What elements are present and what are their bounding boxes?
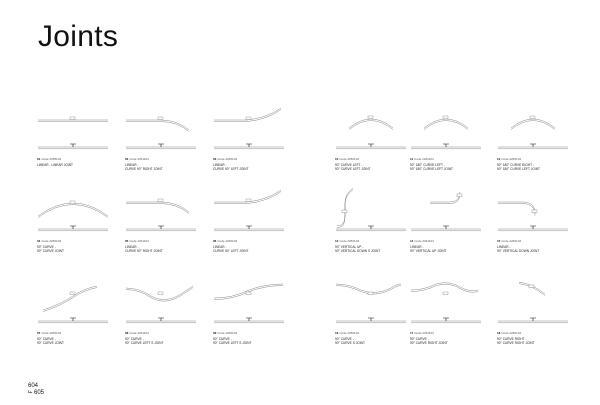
joint-diagram xyxy=(410,282,482,327)
connector-mark xyxy=(368,144,374,147)
caption-line: LINEAR - xyxy=(213,163,227,167)
connector-mark xyxy=(530,226,536,229)
page-number-left: 604 xyxy=(28,383,39,389)
joint-code-text: Code 2266104 xyxy=(501,239,522,243)
joint-caption xyxy=(335,245,380,253)
caption-line: 90° CURVE LEFT S JOINT xyxy=(125,341,164,346)
caption-line: 90° CURVE RIGHT JOINT xyxy=(497,341,535,346)
joint-code xyxy=(410,332,434,335)
joint-diagram xyxy=(213,108,285,153)
connector-mark xyxy=(530,144,536,147)
joint-item xyxy=(125,108,197,174)
caption-line: LINEAR - LINEAR JOINT xyxy=(37,163,73,167)
caption-line: 90° 180° CURVE LEFT JOINT xyxy=(410,167,453,172)
caption-line: CURVE 90° RIGHT JOINT xyxy=(125,167,163,172)
joint-marker xyxy=(529,285,534,288)
caption-line: LINEAR - xyxy=(125,163,139,167)
joint-number: 08 xyxy=(125,331,129,335)
joint-code-text: Code 2261104 xyxy=(129,331,149,335)
joint-code-text: Code 2258104 xyxy=(41,157,62,161)
connector-mark xyxy=(70,226,76,229)
joint-code xyxy=(125,158,149,161)
joint-item xyxy=(37,282,109,348)
joint-code xyxy=(213,158,237,161)
joint-caption xyxy=(37,245,64,253)
caption-line: 90° CURVE - xyxy=(410,337,429,341)
joint-code xyxy=(335,158,359,161)
joint-number: 03 xyxy=(213,157,217,161)
caption-line: 90° CURVE S JOINT xyxy=(335,341,365,346)
joint-caption xyxy=(213,163,249,171)
joint-marker xyxy=(342,210,347,213)
connector-mark xyxy=(368,226,374,229)
joint-item xyxy=(497,190,569,256)
joint-number: 07 xyxy=(37,331,41,335)
joint-marker xyxy=(70,117,75,120)
caption-line: LINEAR - xyxy=(497,245,511,249)
joint-diagram xyxy=(125,282,197,327)
connector-mark xyxy=(158,144,164,147)
joint-marker xyxy=(443,116,448,119)
joint-code xyxy=(497,332,521,335)
joint-number: 12 xyxy=(497,157,501,161)
joint-diagram xyxy=(497,190,569,235)
joint-code xyxy=(37,158,61,161)
joint-number: 10 xyxy=(335,157,339,161)
joint-code-text: Code 2261104 xyxy=(414,239,434,243)
joint-caption xyxy=(335,337,365,345)
joint-code-text: Code 2256104 xyxy=(339,331,360,335)
track-line xyxy=(38,205,108,218)
joint-item xyxy=(335,190,407,256)
joint-marker xyxy=(246,292,251,295)
joint-item xyxy=(37,190,109,256)
joint-number: 01 xyxy=(37,157,41,161)
joint-caption xyxy=(410,337,448,345)
track-line xyxy=(336,284,401,293)
caption-line: 90° CURVE JOINT xyxy=(37,249,64,254)
caption-line: 90° VERTICAL UP JOINT xyxy=(410,249,447,254)
track-line xyxy=(337,190,353,228)
joint-caption xyxy=(37,163,73,167)
joint-code-text: Code 2256104 xyxy=(41,239,62,243)
joint-number: 09 xyxy=(213,331,217,335)
connector-mark xyxy=(530,318,536,321)
connector-mark xyxy=(368,318,374,321)
joint-caption xyxy=(37,337,64,345)
connector-mark xyxy=(443,226,449,229)
joint-number: 16 xyxy=(335,331,339,335)
joint-diagram xyxy=(37,190,109,235)
joint-diagram xyxy=(37,108,109,153)
track-line xyxy=(349,121,393,130)
joint-code xyxy=(125,332,149,335)
caption-line: 90° CURVE JOINT xyxy=(37,341,64,346)
connector-mark xyxy=(246,144,252,147)
caption-line: 90° CURVE RIGHT JOINT xyxy=(410,341,448,346)
caption-line: 90° 180° CURVE LEFT JOINT xyxy=(497,167,540,172)
joint-item xyxy=(335,282,407,348)
joint-code-text: Code 2261104 xyxy=(129,239,149,243)
joint-code xyxy=(37,240,61,243)
joint-number: 14 xyxy=(410,239,414,243)
joint-item xyxy=(125,282,197,348)
joint-number: 17 xyxy=(410,331,414,335)
caption-line: 90° CURVE LEFT - xyxy=(335,163,363,167)
joint-number: 02 xyxy=(125,157,129,161)
track-line xyxy=(126,204,189,214)
connector-mark xyxy=(443,144,449,147)
joint-code-text: Code 2266104 xyxy=(501,157,522,161)
track-line xyxy=(498,202,535,214)
joint-marker xyxy=(158,199,163,202)
joint-code xyxy=(335,240,359,243)
joint-item xyxy=(497,108,569,174)
joint-code-text: Code 2266104 xyxy=(501,331,522,335)
track-line xyxy=(519,282,545,294)
joint-code xyxy=(410,158,434,161)
joint-item xyxy=(37,108,109,174)
caption-line: CURVE 90° LEFT JOINT xyxy=(213,167,249,172)
joint-code-text: Code 2256104 xyxy=(339,239,360,243)
joint-code xyxy=(37,332,61,335)
track-line xyxy=(430,192,460,202)
caption-line: 90° 180° CURVE RIGHT - xyxy=(497,163,534,167)
joint-marker xyxy=(532,210,537,213)
joint-caption xyxy=(125,337,164,345)
corner-mark-icon xyxy=(28,390,32,394)
caption-line: 90° VERTICAL UP - xyxy=(335,245,364,249)
joint-number: 11 xyxy=(410,157,414,161)
joint-code xyxy=(213,332,237,335)
joint-diagram xyxy=(125,190,197,235)
joint-caption xyxy=(125,163,163,171)
joint-diagram xyxy=(125,108,197,153)
joint-diagram xyxy=(497,282,569,327)
caption-line: CURVE 90° LEFT JOINT xyxy=(213,249,249,254)
track-line xyxy=(424,121,468,130)
joint-code-text: Code 2261104 xyxy=(414,331,434,335)
caption-line: LINEAR - xyxy=(125,245,139,249)
joint-marker xyxy=(530,116,535,119)
caption-line: 90° VERTICAL DOWN S JOINT xyxy=(335,249,381,254)
joint-caption xyxy=(410,163,453,171)
page-title: Joints xyxy=(38,20,119,53)
joint-code-text: Code 2256104 xyxy=(41,331,62,335)
connector-mark xyxy=(70,318,76,321)
joint-caption xyxy=(497,163,540,171)
joint-code-text: Code 2266104 xyxy=(217,331,238,335)
caption-line: 90° CURVE - xyxy=(37,337,56,341)
joint-number: 06 xyxy=(213,239,217,243)
caption-line: 90° 180° CURVE LEFT - xyxy=(410,163,445,167)
track-line xyxy=(43,288,97,312)
track-line xyxy=(349,119,393,128)
joint-diagram xyxy=(335,282,407,327)
joint-caption xyxy=(497,245,539,253)
joint-code xyxy=(497,240,521,243)
joint-number: 15 xyxy=(497,239,501,243)
joint-item xyxy=(213,282,285,348)
joint-code xyxy=(497,158,521,161)
track-line xyxy=(511,119,555,128)
joint-number: 18 xyxy=(497,331,501,335)
caption-line: 90° CURVE LEFT JOINT xyxy=(335,167,371,172)
connector-mark xyxy=(70,144,76,147)
joint-marker xyxy=(443,292,448,295)
page-numbers xyxy=(28,383,45,396)
joint-item xyxy=(410,282,482,348)
joint-marker xyxy=(246,199,251,202)
caption-line: 90° CURVE - xyxy=(37,245,56,249)
track-line xyxy=(511,121,555,130)
joint-caption xyxy=(335,163,371,171)
page-number-right: 605 xyxy=(34,390,45,396)
caption-line: LINEAR - xyxy=(213,245,227,249)
joint-marker xyxy=(158,117,163,120)
joint-item xyxy=(410,190,482,256)
caption-line: 90° CURVE RIGHT - xyxy=(497,337,527,341)
track-line xyxy=(411,284,478,292)
caption-line: LINEAR - xyxy=(410,245,424,249)
track-line xyxy=(411,283,478,291)
joint-item xyxy=(410,108,482,174)
joint-code-text: Code 2256104 xyxy=(339,157,360,161)
joint-caption xyxy=(497,337,535,345)
joint-diagram xyxy=(213,190,285,235)
caption-line: 90° CURVE - xyxy=(335,337,354,341)
joint-item xyxy=(125,190,197,256)
connector-mark xyxy=(158,318,164,321)
caption-line: 90° CURVE LEFT S JOINT xyxy=(213,341,252,346)
joint-code xyxy=(335,332,359,335)
joint-number: 04 xyxy=(37,239,41,243)
connector-mark xyxy=(158,226,164,229)
joint-diagram xyxy=(410,190,482,235)
joint-caption xyxy=(213,337,252,345)
joint-code-text: Code 2266104 xyxy=(217,239,238,243)
caption-line: CURVE 90° RIGHT JOINT xyxy=(125,249,163,254)
track-line xyxy=(498,204,535,216)
joint-marker xyxy=(70,201,75,204)
joint-code-text: Code 2261104 xyxy=(129,157,149,161)
joint-number: 13 xyxy=(335,239,339,243)
joint-marker xyxy=(368,116,373,119)
joint-item xyxy=(497,282,569,348)
joint-caption xyxy=(410,245,446,253)
joint-code-text: Code 2261104 xyxy=(414,157,434,161)
joint-marker xyxy=(246,117,251,120)
joint-code-text: Code 2266104 xyxy=(217,157,238,161)
joint-diagram xyxy=(335,108,407,153)
connector-mark xyxy=(246,318,252,321)
joint-diagram xyxy=(213,282,285,327)
joint-diagram xyxy=(37,282,109,327)
joint-code xyxy=(410,240,434,243)
joint-marker xyxy=(70,292,75,295)
joint-caption xyxy=(125,245,163,253)
track-line xyxy=(424,119,468,128)
caption-line: 90° VERTICAL DOWN JOINT xyxy=(497,249,540,254)
joint-item xyxy=(213,190,285,256)
joint-code xyxy=(213,240,237,243)
track-line xyxy=(126,122,189,132)
joint-number: 05 xyxy=(125,239,129,243)
joint-item xyxy=(213,108,285,174)
joint-caption xyxy=(213,245,249,253)
connector-mark xyxy=(443,318,449,321)
joint-diagram xyxy=(335,190,407,235)
joint-code xyxy=(125,240,149,243)
joint-diagram xyxy=(410,108,482,153)
track-line xyxy=(38,203,108,216)
joint-marker xyxy=(158,292,163,295)
joint-marker xyxy=(368,292,373,295)
connector-mark xyxy=(246,226,252,229)
caption-line: 90° CURVE - xyxy=(213,337,232,341)
joint-item xyxy=(335,108,407,174)
caption-line: 90° CURVE - xyxy=(125,337,144,341)
joint-marker xyxy=(457,194,462,197)
joint-diagram xyxy=(497,108,569,153)
